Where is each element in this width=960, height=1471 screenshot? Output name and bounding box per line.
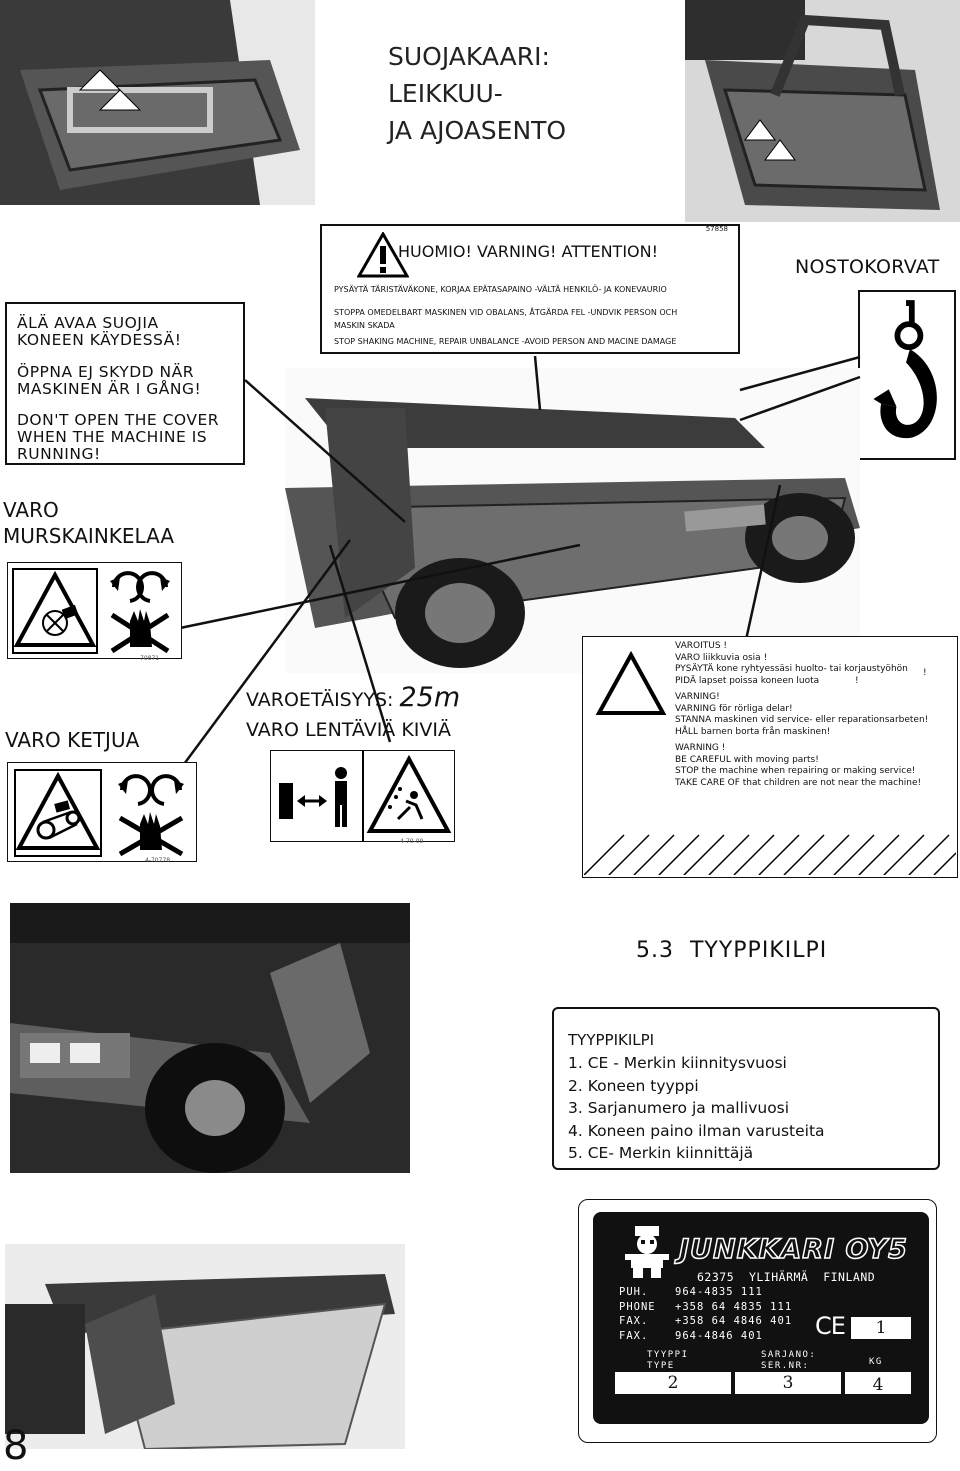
plate-fax-label: FAX. bbox=[619, 1315, 649, 1328]
cover-warning-sv2: MASKINEN ÄR I GÅNG! bbox=[17, 380, 202, 398]
photo-mower-main bbox=[285, 368, 860, 673]
plate-field-4: 4 bbox=[845, 1372, 911, 1394]
nostokorvat-label: NOSTOKORVAT bbox=[795, 256, 940, 278]
distance-warning-sticker bbox=[270, 750, 455, 842]
cover-warning-fi2: KONEEN KÄYDESSÄ! bbox=[17, 331, 182, 349]
plate-address: 62375 YLIHÄRMÄ FINLAND bbox=[697, 1270, 876, 1284]
plate-type: TYPE bbox=[647, 1361, 675, 1371]
varo-ketjua-heading: VARO KETJUA bbox=[5, 728, 140, 752]
warning-label-code: 57858 bbox=[705, 225, 728, 233]
varoitus-fi-2b: ! bbox=[923, 668, 927, 678]
plate-field-3: 3 bbox=[735, 1372, 841, 1394]
plate-kg: KG bbox=[869, 1357, 883, 1367]
plate-phone: +358 64 4835 111 bbox=[675, 1300, 793, 1313]
rotor-hazard-icon bbox=[11, 567, 99, 655]
plate-field-2: 2 bbox=[615, 1372, 731, 1394]
tyyppikilpi-legend-box bbox=[552, 1007, 940, 1170]
varoitus-fi-2: PYSÄYTÄ kone ryhtyessäsi huolto- tai korjaustyöhön bbox=[675, 664, 908, 674]
legend-item-4: 4. Koneen paino ilman varusteita bbox=[568, 1121, 825, 1140]
plate-puh-label: PUH. bbox=[619, 1286, 649, 1298]
cover-warning-box bbox=[5, 302, 245, 465]
page-number: 8 bbox=[3, 1423, 29, 1469]
plate-sarjano: SARJANO: bbox=[761, 1350, 817, 1360]
plate-code: 4-57335 bbox=[911, 1347, 920, 1395]
chain-sticker-code: 4-70778 bbox=[145, 857, 171, 864]
plate-fax: +358 64 4846 401 bbox=[675, 1315, 793, 1328]
plate-puh: 964-4835 111 bbox=[675, 1286, 763, 1298]
plate-fax2-label: FAX. bbox=[619, 1329, 649, 1342]
plate-fax2: 964-4846 401 bbox=[675, 1329, 763, 1342]
warning-label-fi: PYSÄYTÄ TÄRISTÄVÄKONE, KORJAA EPÄTASAPAINO -VÄLTÄ HENKILÖ- JA KONEVAURIO bbox=[334, 285, 667, 294]
suojakaari-line3: JA AJOASENTO bbox=[388, 116, 567, 145]
varoitus-en-3: TAKE CARE OF that children are not near the machine! bbox=[675, 777, 922, 788]
varoitus-en-2: STOP the machine when repairing or making service! bbox=[675, 766, 916, 776]
chain-warning-sticker bbox=[7, 762, 197, 862]
photo-mower-side bbox=[10, 903, 410, 1173]
legend-item-5: 5. CE- Merkin kiinnittäjä bbox=[568, 1144, 754, 1162]
flying-stones-icon bbox=[366, 755, 452, 837]
legend-item-1: 1. CE - Merkin kiinnitysvuosi bbox=[568, 1054, 787, 1072]
tyyppikilpi-legend-title: TYYPPIKILPI bbox=[568, 1031, 655, 1049]
varoitus-en-1: BE CAREFUL with moving parts! bbox=[675, 754, 819, 765]
warning-label-header: HUOMIO! VARNING! ATTENTION! bbox=[398, 242, 659, 261]
legend-item-2: 2. Koneen tyyppi bbox=[568, 1076, 699, 1095]
cover-warning-sv1: ÖPPNA EJ SKYDD NÄR bbox=[17, 363, 194, 381]
plate-brand-num: 5 bbox=[888, 1234, 908, 1265]
varo-murskainkelaa-heading bbox=[3, 497, 174, 549]
varoitus-fi-1: VARO liikkuvia osia ! bbox=[675, 652, 768, 663]
varoitus-fi-3: PIDÄ lapset poissa koneen luota bbox=[675, 675, 820, 686]
legend-item-3: 3. Sarjanumero ja mallivuosi bbox=[568, 1099, 790, 1117]
suojakaari-line2: LEIKKUU- bbox=[388, 79, 503, 108]
moving-parts-warning-sticker bbox=[582, 636, 958, 878]
no-hands-chain-icon bbox=[108, 768, 194, 858]
cover-warning-fi1: ÄLÄ AVAA SUOJIA bbox=[17, 314, 159, 332]
section-title: 5.3 TYYPPIKILPI bbox=[636, 938, 828, 963]
warning-label-en: STOP SHAKING MACHINE, REPAIR UNBALANCE -AVOID PERSON AND MACINE DAMAGE bbox=[334, 337, 677, 346]
flying-stones-heading: VARO LENTÄVIÄ KIVIÄ bbox=[246, 719, 451, 741]
no-hands-rotating-icon bbox=[102, 567, 178, 655]
cover-warning-en2: WHEN THE MACHINE IS bbox=[17, 428, 208, 446]
varoitus-fi-title: VAROITUS ! bbox=[675, 641, 727, 651]
distance-sticker-code: 4-70-09 bbox=[400, 838, 424, 845]
varoitus-fi-3b: ! bbox=[855, 675, 859, 686]
suojakaari-heading bbox=[388, 38, 566, 149]
photo-guard-cutting-position bbox=[0, 0, 315, 205]
safety-distance-heading bbox=[246, 682, 460, 713]
plate-tyyppi: TYYPPI bbox=[647, 1350, 689, 1360]
keep-distance-icon bbox=[275, 755, 359, 837]
chain-hazard-icon bbox=[13, 768, 103, 858]
varoitus-en-title: WARNING ! bbox=[675, 743, 726, 753]
varoitus-sv-3: HÅLL barnen borta från maskinen! bbox=[675, 726, 831, 737]
plate-ce-mark: CE bbox=[815, 1312, 845, 1340]
rotor-sticker-code: 70871 bbox=[140, 655, 160, 662]
hazard-stripes bbox=[584, 815, 956, 875]
photo-mower-front bbox=[5, 1244, 405, 1449]
plate-sernr: SER.NR: bbox=[761, 1361, 810, 1371]
plate-phone-label: PHONE bbox=[619, 1300, 656, 1313]
photo-guard-transport-position bbox=[685, 0, 960, 222]
cover-warning-en3: RUNNING! bbox=[17, 445, 101, 463]
varoitus-sv-title: VARNING! bbox=[675, 692, 720, 702]
junkkari-mascot-icon bbox=[621, 1224, 673, 1280]
type-plate bbox=[593, 1212, 929, 1424]
warning-label-sv: STOPPA OMEDELBART MASKINEN VID OBALANS, ÅTGÄRDA FEL -UNDVIK PERSON OCH MASKIN SKADA bbox=[334, 308, 678, 330]
plate-field-1: 1 bbox=[851, 1317, 911, 1339]
lifting-hook-icon bbox=[860, 292, 954, 458]
varo-murskain-line1: VARO bbox=[3, 498, 59, 522]
safety-distance-value: 25m bbox=[399, 682, 461, 713]
unbalance-warning-label bbox=[320, 224, 740, 354]
nameplate-frame bbox=[578, 1199, 937, 1443]
varoitus-sv-1: VARNING för rörliga delar! bbox=[675, 703, 793, 714]
varo-murskain-line2: MURSKAINKELAA bbox=[3, 524, 175, 548]
varoitus-sv-2: STANNA maskinen vid service- eller reparationsarbeten! bbox=[675, 715, 929, 725]
lifting-hook-sign bbox=[858, 290, 956, 460]
warning-triangle-large-icon bbox=[595, 651, 667, 717]
suojakaari-line1: SUOJAKAARI: bbox=[388, 42, 550, 71]
safety-distance-label: VAROETÄISYYS: bbox=[246, 689, 394, 711]
cover-warning-en1: DON'T OPEN THE COVER bbox=[17, 411, 220, 429]
rotor-warning-sticker bbox=[7, 562, 182, 659]
plate-brand: JUNKKARI OY bbox=[679, 1234, 889, 1265]
